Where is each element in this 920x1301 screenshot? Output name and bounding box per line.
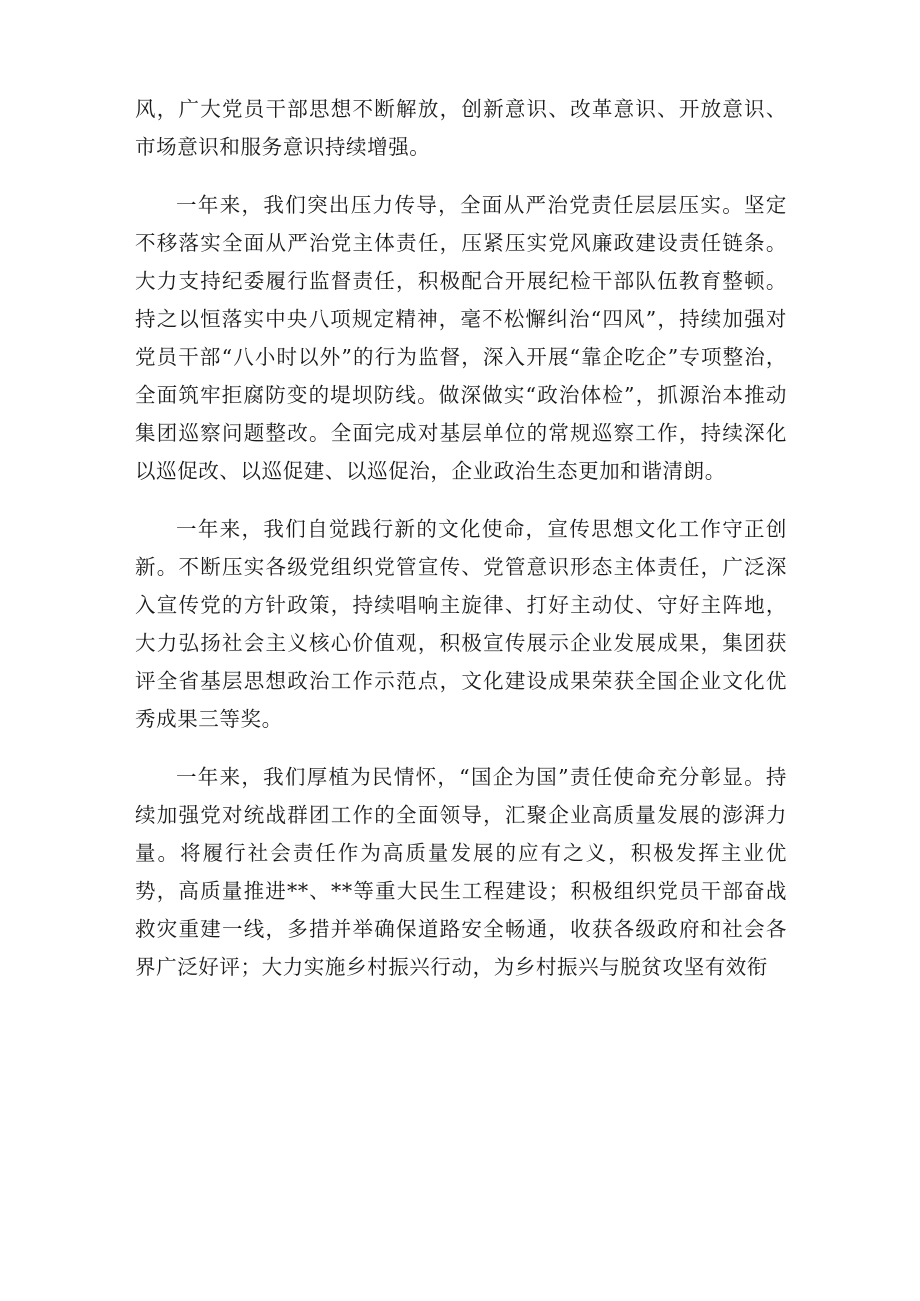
paragraph-pressure-transmission: 一年来，我们突出压力传导，全面从严治党责任层层压实。坚定不移落实全面从严治党主体责任，压紧压实党风廉政建设责任链条。大力支持纪委履行监督责任，积极配合开展纪检干部队伍教育整顿。持之以恒落实中央八项规定精神，毫不松懈纠治“四风”，持续加强对党员干部“八小时以外”的行为监督，深入开展“靠企吃企”专项整治，全面筑牢拒腐防变的堤坝防线。做深做实“政治体检”，抓源治本推动集团巡察问题整改。全面完成对基层单位的常规巡察工作，持续深化以巡促改、以巡促建、以巡促治，企业政治生态更加和谐清朗。	[135, 193, 787, 483]
paragraph-continuation: 风，广大党员干部思想不断解放，创新意识、改革意识、开放意识、市场意识和服务意识持续增强。	[135, 97, 787, 159]
paragraph-cultural-mission: 一年来，我们自觉践行新的文化使命，宣传思想文化工作守正创新。不断压实各级党组织党管宣传、党管意识形态主体责任，广泛深入宣传党的方针政策，持续唱响主旋律、打好主动仗、守好主阵地，大力弘扬社会主义核心价值观，积极宣传展示企业发展成果，集团获评全省基层思想政治工作示范点，文化建设成果荣获全国企业文化优秀成果三等奖。	[135, 517, 787, 731]
document-body	[135, 90, 787, 1006]
paragraph-people-oriented: 一年来，我们厚植为民情怀，“国企为国”责任使命充分彰显。持续加强党对统战群团工作的全面领导，汇聚企业高质量发展的澎湃力量。将履行社会责任作为高质量发展的应有之义，积极发挥主业优势，高质量推进**、**等重大民生工程建设；积极组织党员干部奋战救灾重建一线，多措并举确保道路安全畅通，收获各级政府和社会各界广泛好评；大力实施乡村振兴行动，为乡村振兴与脱贫攻坚有效衔	[135, 765, 787, 979]
